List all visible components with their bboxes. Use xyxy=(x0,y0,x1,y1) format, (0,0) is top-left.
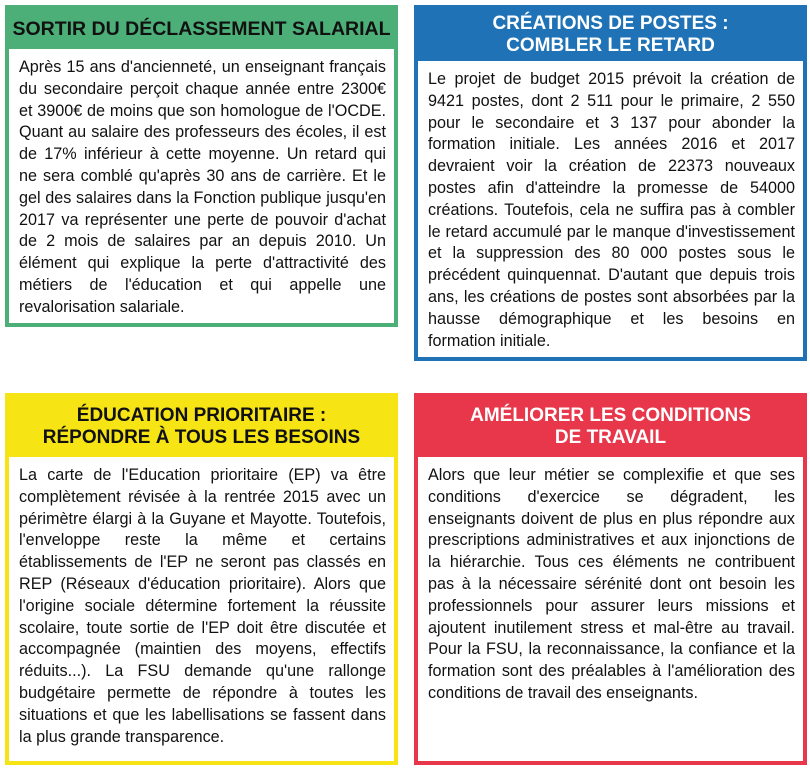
box-title xyxy=(9,9,394,49)
box-text: Le projet de budget 2015 prévoit la création de 9421 postes, dont 2 511 pour le primaire, 2 550 pour le secondaire et 3 137 pour abonder la formation initiale. Les années 2016 et 2017 devraient voir la création de 22373 nouveaux postes afin d'atteindre la promesse de 54000 créations. Toutefois, cela ne suffira pas à combler le retard accumulé par le manque d'investissement et la suppression des 80 000 postes sous le précédent quinquennat. D'autant que depuis trois ans, les créations de postes sont absorbées par la hausse démographique et les besoins en formation initiale. xyxy=(428,70,795,350)
box-title-line: CRÉATIONS DE POSTES : xyxy=(492,13,729,34)
box-job-creation xyxy=(414,5,807,361)
box-working-conditions xyxy=(414,393,807,765)
box-priority-education xyxy=(5,393,398,765)
box-title-line: AMÉLIORER LES CONDITIONS xyxy=(470,405,751,426)
box-title xyxy=(9,397,394,457)
box-title-line: ÉDUCATION PRIORITAIRE : xyxy=(76,405,327,426)
box-salary-downgrade xyxy=(5,5,398,327)
box-title-line: SORTIR DU DÉCLASSEMENT SALARIAL xyxy=(12,18,391,40)
box-text: La carte de l'Education prioritaire (EP) va être complètement révisée à la rentrée 2015 avec un périmètre élargi à la Guyane et Mayotte. Toutefois, l'enveloppe reste la même et certains établissements de l'EP ne seront pas classés en REP (Réseaux d'éducation prioritaire). Alors que l'origine sociale détermine fortement la réussite scolaire, toute sortie de l'EP doit être discutée et accompagnée (maintien des moyens, effectifs réduits...). La FSU demande qu'une rallonge budgétaire permette de répondre à toutes les situations et que les labellisations se fassent dans la plus grande transparence. xyxy=(19,466,386,746)
box-title-line: RÉPONDRE À TOUS LES BESOINS xyxy=(42,427,361,448)
box-text: Après 15 ans d'ancienneté, un enseignant français du secondaire perçoit chaque année entre 2300€ et 3900€ de moins que son homologue de l'OCDE. Quant au salaire des professeurs des écoles, il est de 17% inférieur à cette moyenne. Un retard qui ne sera comblé qu'après 30 ans de carrière. Et le gel des salaires dans la Fonction publique jusqu'en 2017 va représenter une perte de pouvoir d'achat de 2 mois de salaires par an depuis 2010. Un élément qui explique la perte d'attractivité des métiers de l'éducation et qui appelle une revalorisation salariale. xyxy=(19,58,386,316)
box-title xyxy=(418,397,803,457)
box-text: Alors que leur métier se complexifie et que ses conditions d'exercice se dégradent, les enseignants doivent de plus en plus répondre aux prescriptions administratives et aux injonctions de la hiérarchie. Tous ces éléments ne contribuent pas à la nécessaire sérénité dont ont besoin les professionnels pour assurer leurs missions et ajoutent inutilement stress et mal-être au travail. Pour la FSU, la reconnaissance, la confiance et la formation sont des préalables à l'amélioration des conditions de travail des enseignants. xyxy=(428,466,795,702)
box-title-line: COMBLER LE RETARD xyxy=(506,35,715,56)
box-title-line: DE TRAVAIL xyxy=(554,427,667,448)
box-title xyxy=(418,9,803,61)
